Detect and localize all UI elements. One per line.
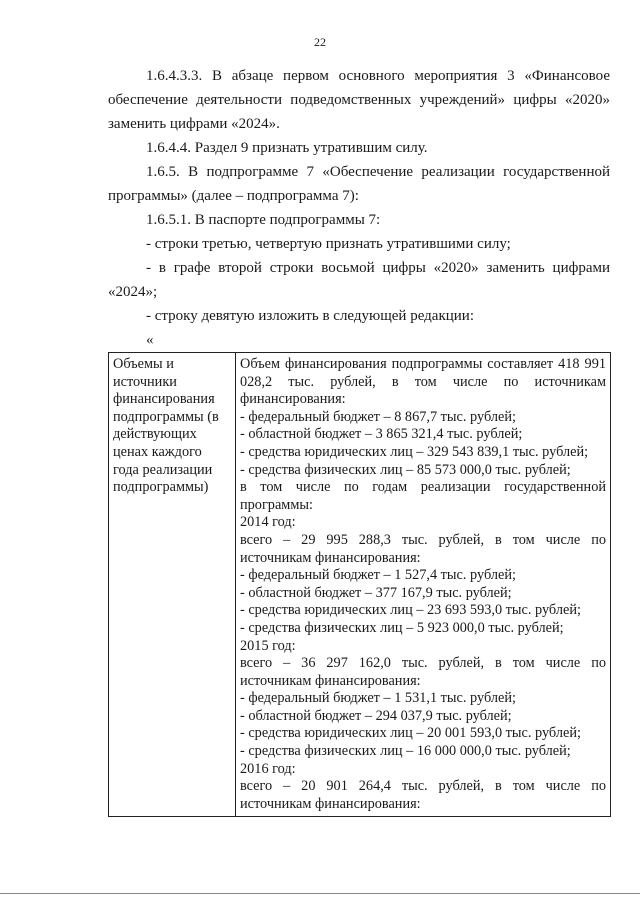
paragraph: - строку девятую изложить в следующей редакции: [146,308,475,324]
content-line: - областной бюджет – 377 167,9 тыс. рублей; [240,584,512,601]
page-bottom-edge [0,893,640,894]
page-number: 22 [314,35,326,49]
content-line: - федеральный бюджет – 8 867,7 тыс. рублей; [240,408,516,425]
content-line: - средства юридических лиц – 23 693 593,0 тыс. рублей; [240,602,581,619]
subprogram-passport-table [108,352,611,817]
content-line: всего – 29 995 288,3 тыс. рублей, в том числе по источникам финансирования: [240,531,606,566]
content-line: - средства физических лиц – 5 923 000,0 тыс. рублей; [240,619,564,636]
table-row [109,353,611,817]
paragraph: - в графе второй строки восьмой цифры «2020» заменить цифрами «2024»; [108,260,610,300]
document-body [108,64,610,352]
content-line: - средства физических лиц – 16 000 000,0 тыс. рублей; [240,743,571,760]
content-line: Объем финансирования подпрограммы составляет 418 991 028,2 тыс. рублей, в том числе по источникам финансирования: [240,356,606,408]
row-content-cell [236,353,611,817]
content-line: 2016 год: [240,760,296,777]
paragraph: - строки третью, четвертую признать утратившими силу; [146,236,511,252]
content-line: - федеральный бюджет – 1 531,1 тыс. рублей; [240,690,516,707]
content-line: - областной бюджет – 294 037,9 тыс. рублей; [240,707,512,724]
content-line: 2014 год: [240,514,296,531]
content-line: - средства физических лиц – 85 573 000,0 тыс. рублей; [240,461,571,478]
open-quote-mark: « [146,332,154,348]
paragraph: 1.6.5.1. В паспорте подпрограммы 7: [146,212,381,228]
content-line: - средства юридических лиц – 20 001 593,0 тыс. рублей; [240,725,581,742]
content-line: - средства юридических лиц – 329 543 839,1 тыс. рублей; [240,443,589,460]
content-line: в том числе по годам реализации государственной программы: [240,479,606,513]
paragraph: 1.6.4.3.3. В абзаце первом основного мероприятия 3 «Финансовое обеспечение деятельности подведомственных учреждений» цифры «2020» заменить цифрами «2024». [108,68,610,132]
row-label-cell: Объемы и источники финансирования подпрограммы (в действующих ценах каждого года реализации подпрограммы) [109,353,236,817]
content-line: - федеральный бюджет – 1 527,4 тыс. рублей; [240,567,516,584]
paragraph: 1.6.5. В подпрограмме 7 «Обеспечение реализации государственной программы» (далее – подпрограмма 7): [108,164,610,204]
content-line: 2015 год: [240,637,296,654]
content-line: всего – 36 297 162,0 тыс. рублей, в том числе по источникам финансирования: [240,655,606,689]
paragraph: 1.6.4.4. Раздел 9 признать утратившим силу. [146,140,428,156]
content-line: всего – 20 901 264,4 тыс. рублей, в том числе по источникам финансирования: [240,778,606,812]
content-line: - областной бюджет – 3 865 321,4 тыс. рублей; [240,426,523,443]
